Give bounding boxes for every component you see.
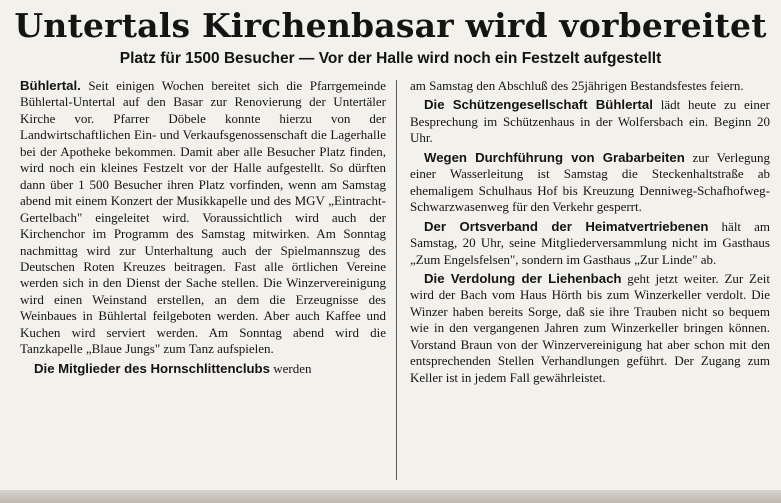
paragraph-lead: Der Ortsverband der Heimatvertriebenen xyxy=(424,218,709,234)
paragraph-hornschlittenclub-continued: am Samstag den Abschluß des 25jährigen Bestandsfestes feiern. xyxy=(410,78,744,93)
paragraph-basar xyxy=(20,78,386,358)
column-right xyxy=(410,78,770,386)
paragraph-hornschlittenclub xyxy=(20,361,386,377)
subheadline: Platz für 1500 Besucher — Vor der Halle wird noch ein Festzelt aufgestellt xyxy=(119,50,662,67)
paragraph-text: lädt heute zu einer Besprechung im Schützenhaus in der Wolfersbach ein. Beginn 20 Uhr. xyxy=(410,97,770,146)
paragraph-lead: Die Verdolung der Liehenbach xyxy=(424,270,622,286)
paragraph-lead: Die Schützengesellschaft Bühlertal xyxy=(424,97,653,113)
paragraph-text: hält am Samstag, 20 Uhr, seine Mitgliederversammlung nicht im Gasthaus „Zum Engelsfelsen", sondern im Gasthaus „Zur Linde" ab. xyxy=(410,218,770,267)
column-left xyxy=(20,78,386,377)
paragraph-heimatvertriebene xyxy=(410,219,770,268)
paragraph-lead: Wegen Durchführung von Grabarbeiten xyxy=(424,149,685,165)
paragraph-schuetzengesellschaft xyxy=(410,97,770,146)
paragraph-text: geht jetzt weiter. Zur Zeit wird der Bach vom Haus Hörth bis zum Winzerkeller verdolt. Die Winzer haben bereits Sorge, daß sie ihre Trauben nicht so bequem wie in den vergangenen Jahren zum Winzerkeller bringen können. Vorstand Braun von der Winzervereinigung hat aber schon mit den entsprechenden Stellen Verhandlungen geführt. Der Zugang zum Keller ist in jedem Fall gewährleistet. xyxy=(410,270,770,385)
paragraph-grabarbeiten xyxy=(410,150,770,216)
paragraph-lead: Die Mitglieder des Hornschlittenclubs xyxy=(34,360,270,376)
column-divider xyxy=(396,80,397,480)
paragraph-text: werden xyxy=(269,360,312,376)
paragraph-lead: Bühlertal. xyxy=(20,78,81,93)
page-bottom-edge xyxy=(0,490,781,503)
headline: Untertals Kirchenbasar wird vorbereitet xyxy=(14,6,767,45)
paragraph-text: Seit einigen Wochen bereitet sich die Pfarrgemeinde Bühlertal-Untertal auf den Basar zur Renovierung der Untertäler Kirche vor. Pfarrer Döbele konnte hierzu von der Landwirtschaftlichen Ein- und Verkaufsgenossenschaft die Lagerhalle bei der Apotheke bekommen. Damit aber alle Besucher Platz finden, wird noch ein kleines Festzelt vor der Halle aufgestellt. So dürften dann über 1 500 Besucher ihren Platz vorfinden, wenn am Samstag abend mit einem Konzert der Musikkapelle und des MGV „Eintracht-Gertelbach" eingeleitet wird. Voraussichtlich wird auch der Kirchenchor im Programm des Samstag mitwirken. Am Sonntag nachmittag wird zur Unterhaltung auch der Spielmannszug des Deutschen Roten Kreuzes beitragen. Fast alle örtlichen Vereine werden sich in den Dienst der Sache stellen. Die Winzervereinigung wird einen Weinstand erstellen, an dem die Erzeugnisse des Weinbaues in Bühlertal feilgeboten werden. Aber auch Kaffee und Kuchen wird serviert werden. Am Sonntag abend wird die Tanzkapelle „Blaue Jungs" zum Tanz aufspielen. xyxy=(20,78,386,357)
paragraph-text: zur Verlegung einer Wasserleitung ist Samstag die Steckenhaltstraße ab ehemaligem Schulhaus Hof bis Kreuzung Denniweg-Schafhofweg-Schwarzwasenweg für den Verkehr gesperrt. xyxy=(410,149,770,215)
paragraph-verdolung xyxy=(410,271,770,386)
